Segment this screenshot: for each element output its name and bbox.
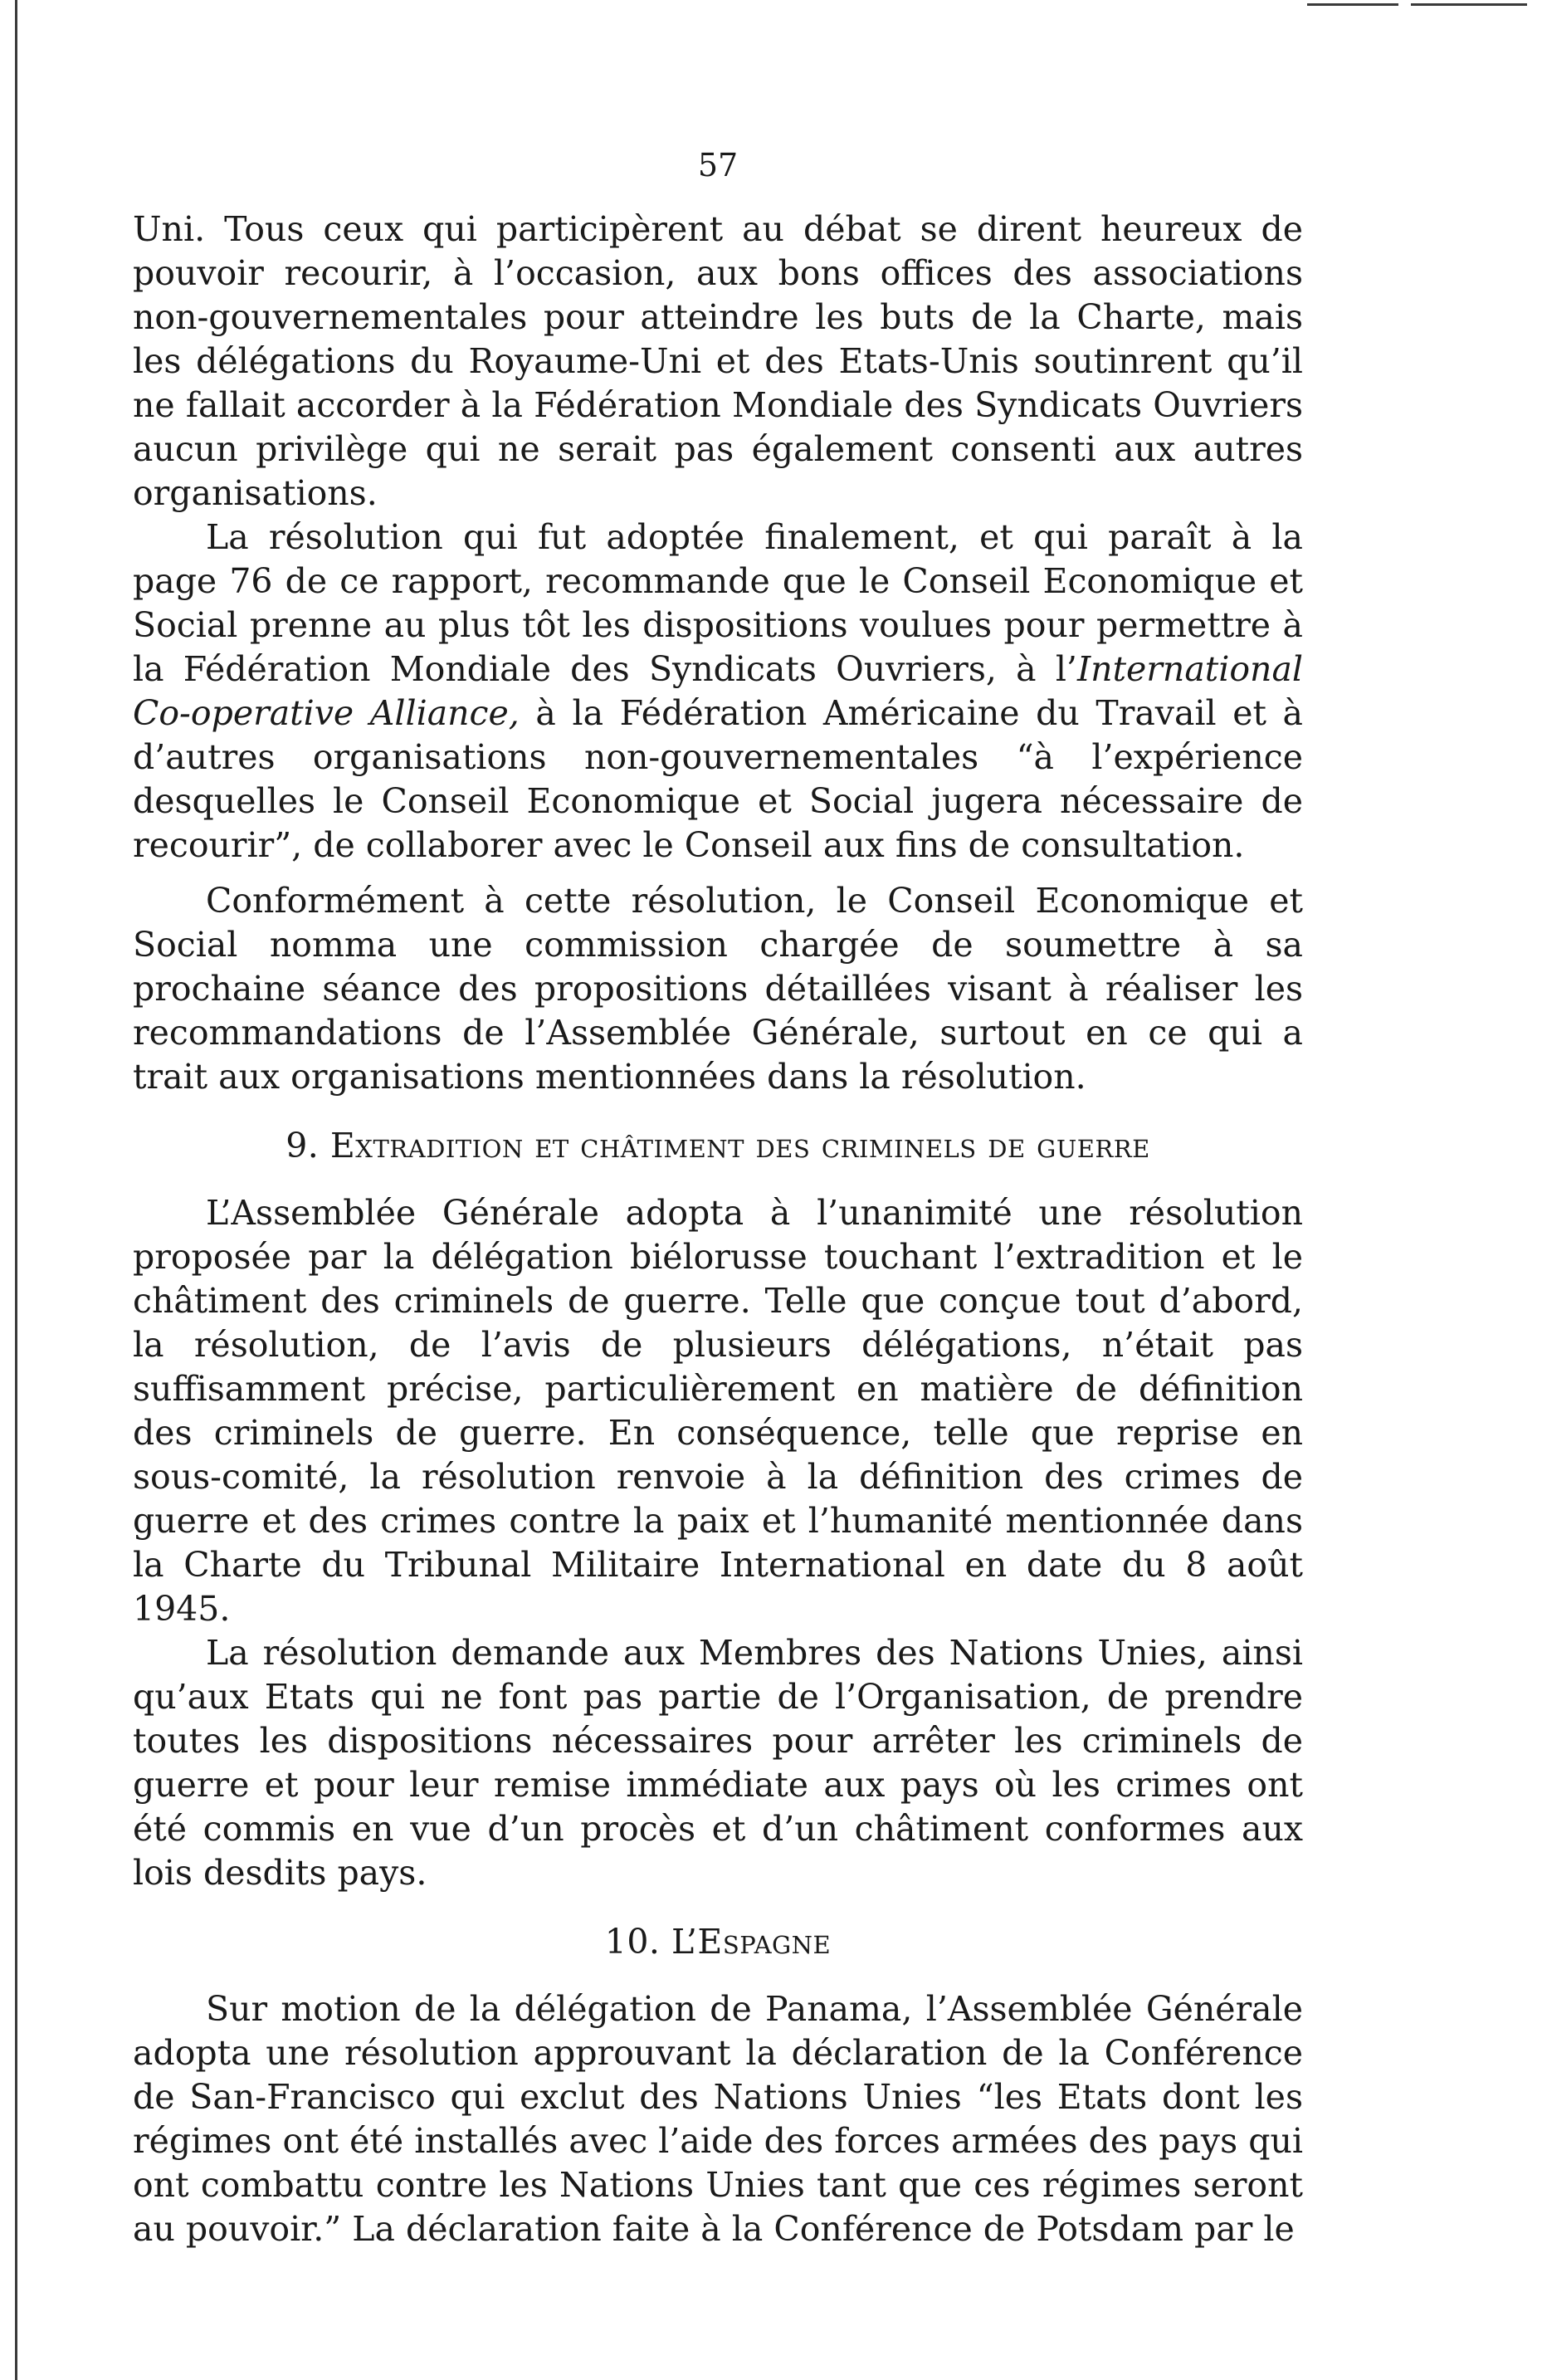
- paragraph-section-9-b: La résolution demande aux Membres des Nations Unies, ainsi qu’aux Etats qui ne font pas partie de l’Organisation, de prendre toutes les dispositions nécessaires pour arrêter les criminels de guerre et pour leur remise immédiate aux pays où les crimes ont été commis en vue d’un procès et d’un châtiment conformes aux lois desdits pays.: [133, 1633, 1303, 1893]
- paragraph-resolution: [133, 516, 1303, 867]
- resolution-text-before: La résolution qui fut adoptée finalement, et qui paraît à la page 76 de ce rapport, recommande que le Conseil Economique et Social prenne au plus tôt les dispositions voulues pour permettre à la Fédération Mondiale des Syndicats Ouvriers, à l’: [133, 517, 1303, 689]
- document-page: [133, 149, 1303, 2251]
- resolution-text-italic: International Co-operative Alliance,: [133, 649, 1303, 733]
- resolution-text-after: à la Fédération Américaine du Travail et à d’autres organisations non-gouvernementales “à l’expérience desquelles le Conseil Economique et Social jugera nécessaire de recourir”, de collaborer avec le Conseil aux fins de consultation.: [133, 693, 1303, 865]
- scan-mark-top: [1307, 3, 1398, 6]
- scan-edge-left: [15, 0, 17, 2380]
- section-heading-10: 10. L’Espagne: [604, 1922, 832, 1962]
- paragraph-uni: Uni. Tous ceux qui participèrent au débat se dirent heureux de pouvoir recourir, à l’occasion, aux bons offices des associations non-gouvernementales pour atteindre les buts de la Charte, mais les délégations du Royaume-Uni et des Etats-Unis soutinrent qu’il ne fallait accorder à la Fédération Mondiale des Syndicats Ouvriers aucun privilège qui ne serait pas également consenti aux autres organisations.: [133, 209, 1303, 513]
- paragraph-section-10-a: Sur motion de la délégation de Panama, l’Assemblée Générale adopta une résolution approuvant la déclaration de la Conférence de San-Francisco qui exclut des Nations Unies “les Etats dont les régimes ont été installés avec l’aide des forces armées des pays qui ont combattu contre les Nations Unies tant que ces régimes seront au pouvoir.” La déclaration faite à la Conférence de Potsdam par le: [133, 1989, 1303, 2249]
- paragraph-section-9-a: L’Assemblée Générale adopta à l’unanimité une résolution proposée par la délégation biélorusse touchant l’extradition et le châtiment des criminels de guerre. Telle que conçue tout d’abord, la résolution, de l’avis de plusieurs délégations, n’était pas suffisamment précise, particulièrement en matière de définition des criminels de guerre. En conséquence, telle que reprise en sous-comité, la résolution renvoie à la définition des crimes de guerre et des crimes contre la paix et l’humanité mentionnée dans la Charte du Tribunal Militaire International en date du 8 août 1945.: [133, 1193, 1303, 1629]
- page-number: 57: [697, 147, 739, 183]
- section-heading-9: 9. Extradition et châtiment des criminels de guerre: [285, 1126, 1150, 1166]
- paragraph-conformement: Conformément à cette résolution, le Conseil Economique et Social nomma une commission chargée de soumettre à sa prochaine séance des propositions détaillées visant à réaliser les recommandations de l’Assemblée Générale, surtout en ce qui a trait aux organisations mentionnées dans la résolution.: [133, 881, 1303, 1097]
- scan-mark-top: [1411, 3, 1527, 6]
